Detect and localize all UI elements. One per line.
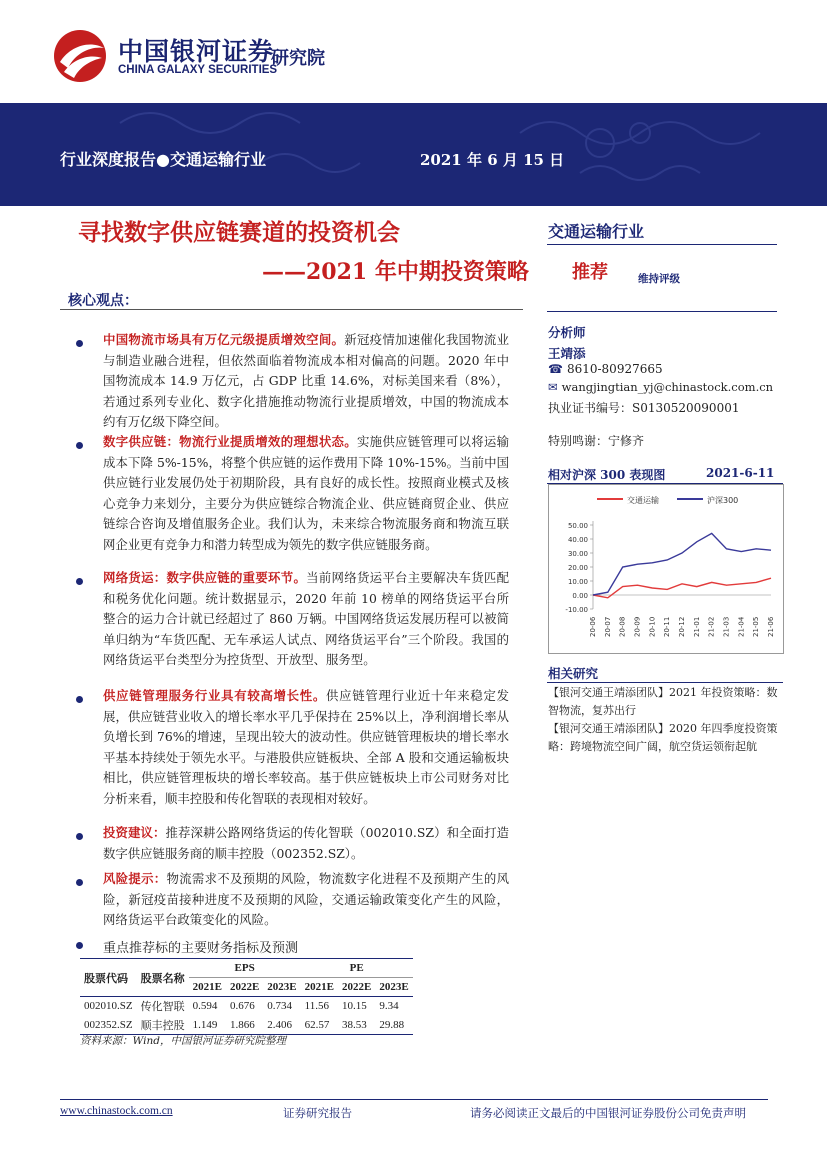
x-tick-label: 20-07: [603, 616, 612, 637]
point-2-highlight: 数字供应链：物流行业提质增效的理想状态。: [103, 434, 357, 449]
point-1-text: 新冠疫情加速催化我国物流业与制造业融合进程，但依然面临着物流成本相对偏高的问题。2020 年中国物流成本 14.9 万亿元，占 GDP 比重 14.6%，对标美国来看（8%），若通过系列专业化、数字化措施推动物流行业提质增效，中国的物流成本约有万亿级下降空间。: [103, 332, 510, 430]
table-group-header-eps: EPS: [189, 959, 301, 978]
x-tick-label: 21-04: [737, 616, 746, 637]
point-6-highlight: 风险提示：: [103, 871, 167, 886]
bullet-icon: [76, 833, 83, 840]
point-1-highlight: 中国物流市场具有万亿元级提质增效空间。: [103, 332, 345, 347]
table-cell: 0.594: [192, 1000, 218, 1013]
footer-url[interactable]: www.chinastock.com.cn: [60, 1105, 173, 1117]
table-header: 2021E: [192, 981, 222, 993]
special-thanks: 特别鸣谢：宁修齐: [548, 434, 645, 448]
table-cell: 9.34: [379, 1000, 399, 1013]
table-row: [80, 1016, 413, 1035]
table-header: 2023E: [267, 981, 297, 993]
x-tick-label: 21-05: [752, 616, 761, 637]
table-cell: 29.88: [379, 1018, 405, 1031]
table-cell: 0.676: [229, 1000, 255, 1013]
point-5-text: 推荐深耕公路网络货运的传化智联（002010.SZ）和全面打造数字供应链服务商的顺丰控股（002352.SZ）。: [103, 825, 509, 861]
sidebar-divider: [547, 244, 777, 245]
table-cell: 1.866: [229, 1018, 255, 1031]
table-cell: 2.406: [267, 1018, 293, 1031]
series-line: [593, 533, 771, 595]
analyst-name: 王靖添: [548, 346, 586, 361]
sidebar-industry: 交通运输行业: [548, 222, 645, 241]
galaxy-logo-icon: [52, 28, 108, 84]
chart-title: 相对沪深 300 表现图: [548, 468, 666, 482]
point-3-highlight: 网络货运：数字供应链的重要环节。: [103, 570, 307, 585]
report-subtitle: ——2021 年中期投资策略: [262, 259, 529, 285]
point-2-text: 实施供应链管理可以将运输成本下降 5%-15%，将整个供应链的运作费用下降 10%-15%。当前中国供应链行业发展仍处于初期阶段，具有良好的成长性。按照商业模式及核心竞争力来划分，主要分为供应链综合物流企业、供应链商贸企业、供应链综合咨询及增值服务企业。我们认为，未来综合物流服务商和物流互联网企业更有竞争力和潜力转型成为领先的数字供应链服务商。: [103, 434, 510, 552]
related-item-2[interactable]: 【银河交通王靖添团队】2020 年四季度投资策略：跨境物流空间广阔，航空货运领衔起航: [548, 722, 778, 753]
related-item-1[interactable]: 【银河交通王靖添团队】2021 年投资策略：数智物流，复苏出行: [548, 686, 778, 717]
table-header: 股票名称: [137, 959, 189, 997]
table-cell: 0.734: [267, 1000, 293, 1013]
x-tick-label: 20-11: [663, 616, 672, 637]
x-tick-label: 20-09: [633, 616, 642, 637]
legend-label: 交通运输: [627, 496, 659, 505]
legend-label: 沪深300: [707, 496, 739, 505]
x-tick-label: 21-02: [707, 616, 716, 637]
point-4: [103, 686, 509, 810]
table-header: 股票代码: [80, 959, 137, 997]
x-tick-label: 20-08: [618, 616, 627, 637]
x-tick-label: 21-01: [692, 616, 701, 637]
bullet-icon: [76, 942, 83, 949]
institute-label: 研究院: [271, 48, 325, 69]
core-views-heading: 核心观点：: [68, 293, 138, 309]
y-tick-label: 40.00: [567, 536, 588, 544]
phone-icon: ☎: [548, 362, 563, 376]
sidebar-divider: [547, 311, 777, 312]
table-header: 2022E: [341, 981, 372, 993]
table-header: 2022E: [229, 981, 260, 993]
table-cell: 1.149: [192, 1018, 218, 1031]
table-cell: 002010.SZ: [84, 1000, 133, 1013]
analyst-email: [548, 380, 773, 394]
x-tick-label: 20-12: [678, 616, 686, 637]
logo-chinese-name: 中国银河证券: [118, 37, 275, 66]
bullet-icon: [76, 340, 83, 347]
table-cell: 顺丰控股: [140, 1019, 185, 1032]
table-cell: 11.56: [304, 1000, 329, 1013]
logo-english-name: CHINA GALAXY SECURITIES: [118, 64, 278, 76]
point-6-text: 物流需求不及预期的风险，物流数字化进程不及预期产生的风险，新冠疫苗接种进度不及预期的风险，交通运输政策变化产生的风险，网络货运平台政策变化的风险。: [103, 871, 510, 928]
bullet-icon: [76, 578, 83, 585]
table-caption: 重点推荐标的主要财务指标及预测: [103, 941, 299, 956]
report-title: 寻找数字供应链赛道的投资机会: [78, 219, 400, 246]
x-tick-label: 20-06: [589, 616, 597, 637]
point-4-text: 供应链管理行业近十年来稳定发展，供应链营业收入的增长率水平几乎保持在 25%以上，净利润增长率从负增长到 76%的增速，呈现出较大的波动性。供应链管理板块的增长率水平基本持续处于领先水平。与港股供应链板块、全部 A 股和交通运输板块相比，供应链管理板块的增长率较高。基于供应链板块上市公司财务对比分析来看，顺丰控股和传化智联的表现相对较好。: [103, 688, 510, 806]
analyst-phone: [548, 362, 663, 376]
point-2: [103, 432, 509, 556]
table-source: 资料来源：Wind，中国银河证券研究院整理: [80, 1035, 286, 1047]
footer-disclaimer: 请务必阅读正文最后的中国银河证券股份公司免责声明: [470, 1106, 746, 1120]
y-tick-label: 50.00: [567, 522, 588, 530]
y-tick-label: -10.00: [565, 606, 588, 614]
bullet-icon: [76, 696, 83, 703]
point-4-highlight: 供应链管理服务行业具有较高增长性。: [103, 688, 327, 703]
footer-label: 证券研究报告: [283, 1106, 352, 1120]
phone-number[interactable]: 8610-80927665: [566, 362, 663, 376]
footer-divider: [60, 1099, 768, 1100]
table-group-header-pe: PE: [301, 959, 413, 978]
rating-label: 推荐: [572, 262, 608, 283]
chart-date: 2021-6-11: [706, 466, 775, 480]
table-cell: 38.53: [341, 1018, 367, 1031]
y-tick-label: 20.00: [567, 564, 588, 572]
table-header: 2023E: [379, 981, 409, 993]
point-5-highlight: 投资建议：: [103, 825, 166, 840]
y-tick-label: 10.00: [567, 578, 588, 586]
point-6: [103, 869, 509, 931]
point-3: [103, 568, 509, 671]
analyst-license: 执业证书编号：S0130520090001: [548, 401, 740, 415]
header-banner: [0, 103, 827, 206]
chart-svg: [549, 485, 783, 653]
y-tick-label: 30.00: [567, 550, 588, 558]
rating-sub: 维持评级: [638, 273, 680, 285]
bullet-icon: [76, 442, 83, 449]
report-date: 2021 年 6 月 15 日: [420, 151, 565, 169]
related-heading: 相关研究: [548, 666, 599, 681]
point-3-text: 当前网络货运平台主要解决车货匹配和税务优化问题。统计数据显示，2020 年前 10 榜单的网络货运平台所整合的运力合计就已经超过了 860 万辆。中国网络货运发展历程可以被简单归纳为“车货匹配、无车承运人试点、网络货运平台”三个阶段。我国的网络货运平台类型分为控货型、开放型、服务型。: [103, 570, 510, 668]
table-cell: 10.15: [341, 1000, 367, 1013]
financial-table: [80, 958, 413, 1035]
y-tick-label: 0.00: [572, 592, 588, 600]
analyst-heading: 分析师: [548, 325, 586, 340]
report-type: 行业深度报告●交通运输行业: [60, 150, 266, 169]
point-1: [103, 330, 509, 433]
table-cell: 002352.SZ: [84, 1018, 133, 1031]
sidebar-divider: [547, 682, 783, 683]
core-divider: [60, 309, 523, 310]
point-5: [103, 823, 509, 864]
table-row: [80, 997, 413, 1016]
table-cell: 62.57: [304, 1018, 330, 1031]
table-cell: 传化智联: [140, 1001, 185, 1014]
relative-performance-chart: [548, 484, 784, 654]
table-header: 2021E: [304, 981, 334, 993]
x-tick-label: 20-10: [648, 616, 657, 637]
bullet-icon: [76, 879, 83, 886]
email-icon: ✉: [548, 380, 558, 394]
email-address[interactable]: wangjingtian_yj@chinastock.com.cn: [561, 380, 774, 394]
x-tick-label: 21-03: [722, 616, 731, 637]
x-tick-label: 21-06: [767, 616, 775, 637]
